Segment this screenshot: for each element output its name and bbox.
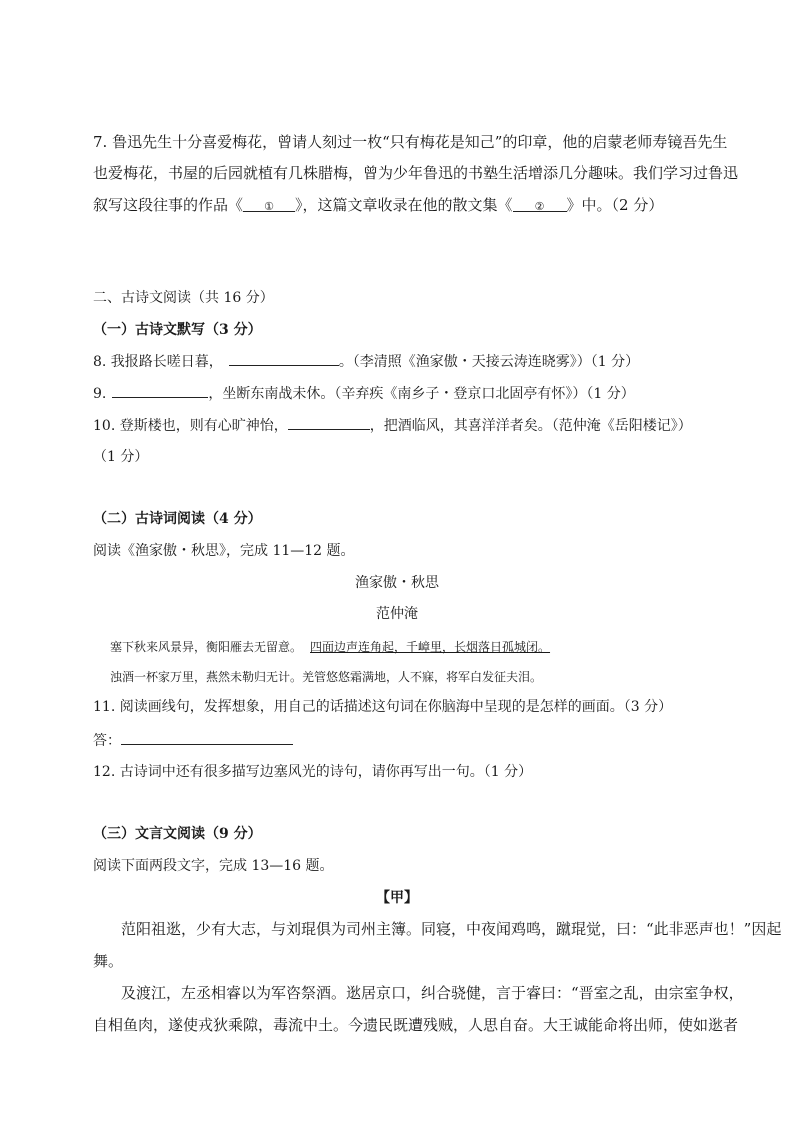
- part1-title: （一）古诗文默写（3 分）: [93, 322, 262, 338]
- q10-text-a: 10. 登斯楼也，则有心旷神怡，: [93, 418, 288, 434]
- poem-underlined-line: 四面边声连角起，千嶂里，长烟落日孤城闭。: [310, 640, 551, 654]
- q7-blank-1-label: ①: [264, 200, 274, 213]
- poem-line-1-a: 塞下秋来风景异，衡阳雁去无留意。: [110, 640, 303, 654]
- part2-intro: 阅读《渔家傲・秋思》，完成 11—12 题。: [93, 543, 355, 559]
- q11-answer-label: 答：: [93, 733, 121, 749]
- q8-answer-blank[interactable]: [229, 351, 339, 366]
- poem-title: 渔家傲・秋思: [355, 575, 439, 591]
- q7-line3-c: 》中。（2 分）: [566, 196, 664, 214]
- q10-answer-blank[interactable]: [288, 415, 370, 430]
- poem-line-1: [110, 637, 550, 657]
- q7-line3-b: 》，这篇文章收录在他的散文集《: [295, 196, 513, 214]
- q7-blank-2[interactable]: [513, 197, 567, 212]
- q7-blank-1[interactable]: [243, 197, 295, 212]
- q9-number: 9.: [93, 386, 107, 402]
- passage-p2-line1: 及渡江，左丞相睿以为军咨祭酒。逖居京口，纠合骁健，言于睿曰：“晋室之乱，由宗室争权，: [121, 984, 744, 1002]
- q8-text-b: 。（李清照《渔家傲・天接云涛连晓雾》）（1 分）: [338, 354, 640, 370]
- poem-line-2: 浊酒一杯家万里，燕然未勒归无计。羌管悠悠霜满地，人不寐，将军白发征夫泪。: [110, 670, 543, 684]
- q8-text-a: 8. 我报路长嗟日暮，: [93, 354, 223, 370]
- q9: [93, 383, 635, 404]
- poem-author: 范仲淹: [376, 606, 418, 622]
- passage-p2-line2: 自相鱼肉，遂使戎狄乘隙，毒流中土。今遗民既遭残贼，人思自奋。大王诚能命将出师，使如逖者: [93, 1016, 739, 1034]
- q8: [93, 351, 639, 372]
- q7-blank-2-label: ②: [534, 200, 545, 213]
- q10-score: （1 分）: [93, 449, 149, 465]
- q7-line3-a: 叙写这段往事的作品《: [93, 196, 244, 214]
- passage-p1-line1: 范阳祖逖，少有大志，与刘琨俱为司州主簿。同寝，中夜闻鸡鸣，蹴琨觉，曰：“此非恶声也！”因起: [121, 920, 782, 938]
- part3-title: （三）文言文阅读（9 分）: [93, 826, 262, 842]
- q10: [93, 415, 692, 436]
- passage-p1-line2: 舞。: [93, 952, 124, 970]
- passage-jia-heading: 【甲】: [376, 890, 418, 906]
- q11-answer: [93, 730, 293, 751]
- q7-line3: [93, 195, 663, 215]
- q7-line1: 7. 鲁迅先生十分喜爱梅花，曾请人刻过一枚“只有梅花是知己”的印章，他的启蒙老师寿镜吾先生: [93, 133, 728, 151]
- section2-title: 二、古诗文阅读（共 16 分）: [93, 290, 274, 306]
- q12: 12. 古诗词中还有很多描写边塞风光的诗句，请你再写出一句。（1 分）: [93, 764, 533, 780]
- q7-line2: 也爱梅花，书屋的后园就植有几株腊梅，曾为少年鲁迅的书塾生活增添几分趣味。我们学习过鲁迅: [93, 164, 739, 182]
- q9-answer-blank[interactable]: [112, 383, 208, 398]
- q11-answer-blank[interactable]: [121, 730, 293, 745]
- part2-title: （二）古诗词阅读（4 分）: [93, 511, 262, 527]
- q10-text-b: ，把酒临风，其喜洋洋者矣。（范仲淹《岳阳楼记》）: [369, 418, 692, 434]
- q9-text: ，坐断东南战未休。（辛弃疾《南乡子・登京口北固亭有怀》）（1 分）: [208, 386, 635, 402]
- q11: 11. 阅读画线句，发挥想象，用自己的话描述这句词在你脑海中呈现的是怎样的画面。（3 分）: [93, 699, 673, 715]
- part3-intro: 阅读下面两段文字，完成 13—16 题。: [93, 858, 334, 874]
